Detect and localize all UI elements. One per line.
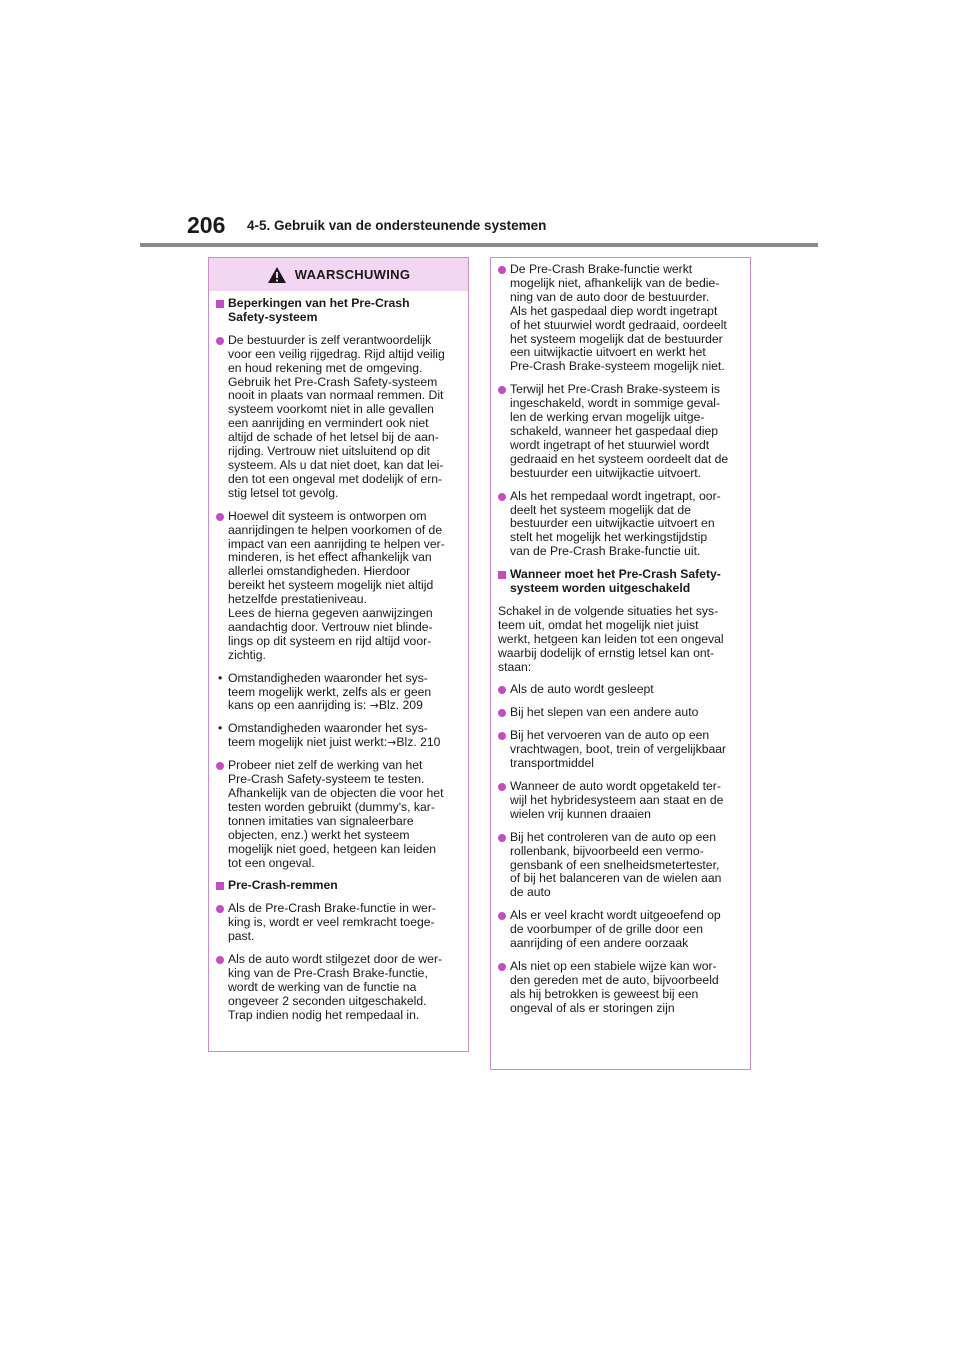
sub-bullet-text — [228, 722, 460, 750]
warning-box-left — [208, 257, 469, 1052]
paragraph — [498, 383, 742, 480]
round-bullet-icon — [498, 266, 506, 274]
list-item-text: Als de auto wordt gesleept — [510, 682, 654, 697]
paragraph — [216, 953, 460, 1023]
paragraph-text: Probeer niet zelf de werking van het Pre-Crash Safety-systeem te testen. Afhankelijk van de objecten die voor het testen worden gebruikt (dummy's, kar- tonnen imitaties van signaleerbare objecten, enz.) werkt het systeem mogelijk niet goed, hetgeen kan leiden tot een ongeval. — [228, 758, 444, 870]
warning-triangle-icon — [267, 266, 287, 284]
paragraph — [498, 263, 742, 374]
paragraph — [216, 902, 460, 944]
round-bullet-icon — [498, 686, 506, 694]
round-bullet-icon — [498, 709, 506, 717]
paragraph-text: Hoewel dit systeem is ontworpen om aanrijdingen te helpen voorkomen of de impact van een aanrijding te helpen ver- minderen, is het effect afhankelijk van allerlei omstandigheden. Hierdoor bereikt het systeem mogelijk niet altijd hetzelfde prestatieniveau. Lees de hierna gegeven aanwijzingen aandachtig door. Vertrouw niet blinde- lings op dit systeem en rijd altijd voor- zichtig. — [228, 508, 445, 662]
square-bullet-icon — [216, 882, 224, 890]
list-item-text: Wanneer de auto wordt opgetakeld ter- wijl het hybridesysteem aan staat en de wielen vrij kunnen draaien — [510, 779, 724, 821]
round-bullet-icon — [216, 905, 224, 913]
square-bullet-icon — [216, 300, 224, 308]
heading-limitations — [216, 297, 460, 325]
list-item — [498, 683, 742, 697]
round-bullet-icon — [216, 513, 224, 521]
paragraph-text: Als de auto wordt stilgezet door de wer- king van de Pre-Crash Brake-functie, wordt de werking van de functie na ongeveer 2 seconden uitgeschakeld. Trap indien nodig het rempedaal in. — [228, 952, 443, 1022]
list-item-text: Bij het slepen van een andere auto — [510, 705, 699, 720]
heading-text: Pre-Crash-remmen — [228, 878, 338, 893]
list-item-text: Als er veel kracht wordt uitgeoefend op de voorbumper of de grille door een aanrijding of een andere oorzaak — [510, 908, 721, 951]
paragraph-text: Als het rempedaal wordt ingetrapt, oor- deelt het systeem mogelijk dat de bestuurder een uitwijkactie uitvoert en stelt het mogelijk het werkingstijdstip van de Pre-Crash Brake-functie uit. — [510, 488, 721, 559]
page-reference-link[interactable]: Blz. 210 — [396, 735, 441, 750]
paragraph — [216, 334, 460, 501]
list-item — [498, 729, 742, 771]
warning-box-right — [490, 257, 751, 1070]
page-number: 206 — [187, 212, 226, 238]
round-bullet-icon — [216, 337, 224, 345]
paragraph — [216, 759, 460, 870]
list-item-text: Bij het controleren van de auto op een rollenbank, bijvoorbeeld een vermo- gensbank of een snelheidsmetertester, of bij het balanceren van de wielen aan de auto — [510, 829, 722, 900]
paragraph-text: Als de Pre-Crash Brake-functie in wer- king is, wordt er veel remkracht toege- past. — [228, 901, 436, 944]
round-bullet-icon — [498, 386, 506, 394]
list-item — [498, 706, 742, 720]
list-item-text: Bij het vervoeren van de auto op een vrachtwagen, boot, trein of vergelijkbaar transportmiddel — [510, 728, 727, 771]
sub-bullet-body: Omstandigheden waaronder het sys- teem mogelijk werkt, zelfs als er geen kans op een aanrijding is: — [228, 670, 432, 713]
round-bullet-icon — [216, 956, 224, 964]
paragraph-text: De bestuurder is zelf verantwoordelijk voor een veilig rijgedrag. Rijd altijd veilig en houd rekening met de omgeving. Gebruik het Pre-Crash Safety-systeem nooit in plaats van normaal remmen. Dit systeem voorkomt niet in alle gevallen een aanrijding en vermindert ook niet altijd de schade of het letsel bij de aan- rijding. Vertrouw niet uitsluitend op dit systeem. Als u dat niet doet, kan dat lei- den tot een ongeval met dodelijk of ern- stig letsel tot gevolg. — [228, 332, 445, 500]
paragraph — [216, 510, 460, 663]
list-item — [498, 960, 742, 1016]
square-bullet-icon — [498, 571, 506, 579]
sub-bullet-item — [216, 722, 460, 750]
sub-bullet-item — [216, 672, 460, 714]
arrow-right-icon: → — [387, 736, 397, 750]
round-bullet-icon — [498, 912, 506, 920]
round-bullet-icon — [498, 493, 506, 501]
warning-content-right — [491, 258, 750, 1016]
page-reference-link[interactable]: Blz. 209 — [378, 698, 423, 713]
round-bullet-icon — [498, 732, 506, 740]
list-item — [498, 780, 742, 822]
heading-pre-crash-braking — [216, 879, 460, 893]
warning-content-left — [209, 291, 468, 1023]
heading-when-to-disable — [498, 568, 742, 596]
paragraph — [498, 490, 742, 560]
warning-header — [209, 258, 468, 291]
round-bullet-icon — [216, 762, 224, 770]
warning-title: WAARSCHUWING — [294, 267, 411, 282]
round-bullet-icon — [498, 783, 506, 791]
sub-bullet-body: Omstandigheden waaronder het sys- teem mogelijk niet juist werkt: — [228, 721, 428, 750]
arrow-right-icon: → — [369, 699, 379, 713]
heading-text: Beperkingen van het Pre-Crash Safety-systeem — [228, 296, 410, 324]
list-item — [498, 831, 742, 901]
header-rule — [140, 243, 818, 247]
sub-bullet-icon: • — [218, 670, 223, 685]
list-item — [498, 909, 742, 951]
heading-text: Wanneer moet het Pre-Crash Safety- systeem worden uitgeschakeld — [510, 567, 721, 596]
round-bullet-icon — [498, 834, 506, 842]
paragraph-text: De Pre-Crash Brake-functie werkt mogelijk niet, afhankelijk van de bedie- ning van de auto door de bestuurder. Als het gaspedaal diep wordt ingetrapt of het stuurwiel wordt gedraaid, oordeelt het systeem mogelijk dat de bestuurder een uitwijkactie uitvoert en werkt het Pre-Crash Brake-systeem mogelijk niet. — [510, 262, 727, 374]
round-bullet-icon — [498, 963, 506, 971]
sub-bullet-text — [228, 672, 460, 714]
sub-bullet-icon: • — [218, 721, 223, 736]
list-item-text: Als niet op een stabiele wijze kan wor- den gereden met de auto, bijvoorbeeld als hij betrokken is geweest bij een ongeval of als er storingen zijn — [510, 958, 719, 1015]
paragraph-text: Terwijl het Pre-Crash Brake-systeem is ingeschakeld, wordt in sommige geval- len de werking ervan mogelijk uitge- schakeld, wanneer het gaspedaal diep wordt ingetrapt of het stuurwiel wordt gedraaid en het systeem oordeelt dat de bestuurder een uitwijkactie uitvoert. — [510, 382, 729, 480]
intro-paragraph: Schakel in de volgende situaties het sys- teem uit, omdat het mogelijk niet juist werkt, hetgeen kan leiden tot een ongeval waarbij dodelijk of ernstig letsel kan ont- staan: — [498, 603, 724, 674]
section-title: 4-5. Gebruik van de ondersteunende systemen — [247, 218, 547, 233]
